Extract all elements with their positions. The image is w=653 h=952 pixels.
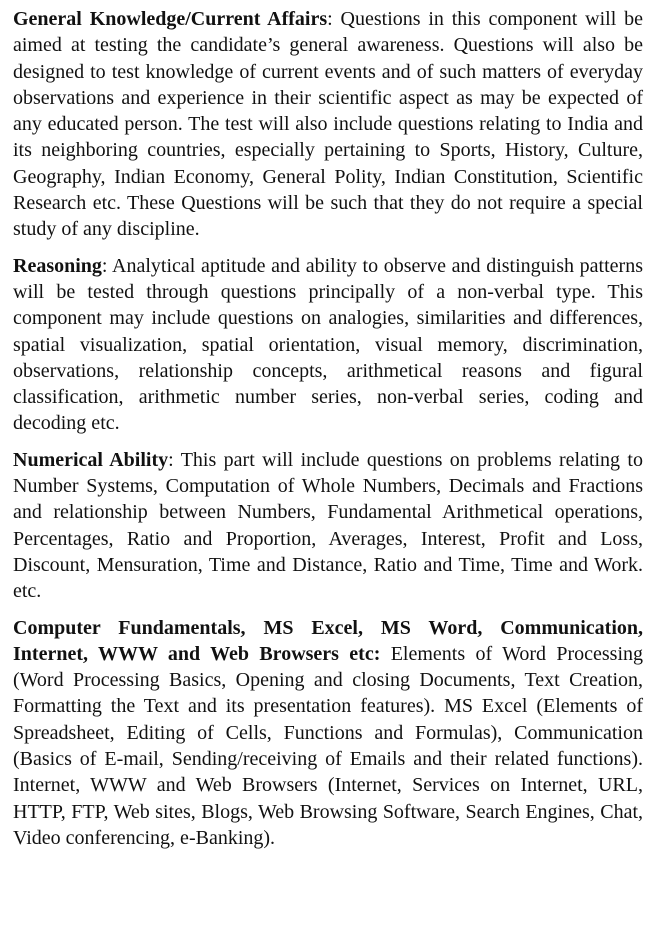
section-separator: : [168, 448, 174, 471]
section-body: Analytical aptitude and ability to observe and distinguish patterns will be tested through questions principally of a non-verbal type. This component may include questions on analogies, similarities and differences, spatial visualization, spatial orientation, visual memory, discrimination, observations, relationship concepts, arithmetical reasons and figural classification, arithmetic number series, non-verbal series, coding and decoding etc. [13, 254, 643, 435]
syllabus-document [13, 6, 643, 861]
section-body: Elements of Word Processing (Word Processing Basics, Opening and closing Documents, Text Creation, Formatting the Text and its presentation features). MS Excel (Elements of Spreadsheet, Editing of Cells, Functions and Formulas), Communication (Basics of E-mail, Sending/receiving of Emails and their related functions). Internet, WWW and Web Browsers (Internet, Services on Internet, URL, HTTP, FTP, Web sites, Blogs, Web Browsing Software, Search Engines, Chat, Video conferencing, e-Banking). [13, 642, 643, 849]
section-body: Questions in this component will be aimed at testing the candidate’s general awareness. Questions will also be designed to test knowledge of current events and of such matters of everyday observations and experience in their scientific aspect as may be expected of any educated person. The test will also include questions relating to India and its neighboring countries, especially pertaining to Sports, History, Culture, Geography, Indian Economy, General Polity, Indian Constitution, Scientific Research etc. These Questions will be such that they do not require a special study of any discipline. [13, 8, 643, 241]
section-heading: Computer Fundamentals, MS Excel, MS Word, Communication, Internet, WWW and Web Browsers etc: [13, 616, 643, 665]
section-body: This part will include questions on problems relating to Number Systems, Computation of Whole Numbers, Decimals and Fractions and relationship between Numbers, Fundamental Arithmetical operations, Percentages, Ratio and Proportion, Averages, Interest, Profit and Loss, Discount, Mensuration, Time and Distance, Ratio and Time, Time and Work. etc. [13, 448, 643, 603]
section-computer-fundamentals [13, 615, 643, 852]
section-separator: : [327, 8, 333, 30]
section-heading: General Knowledge/Current Affairs [13, 8, 328, 30]
section-numerical-ability [13, 447, 643, 605]
section-reasoning [13, 253, 643, 437]
section-heading: Reasoning [13, 254, 102, 277]
section-general-knowledge [13, 6, 643, 243]
section-separator: : [101, 254, 108, 277]
section-heading: Numerical Ability [13, 448, 169, 471]
